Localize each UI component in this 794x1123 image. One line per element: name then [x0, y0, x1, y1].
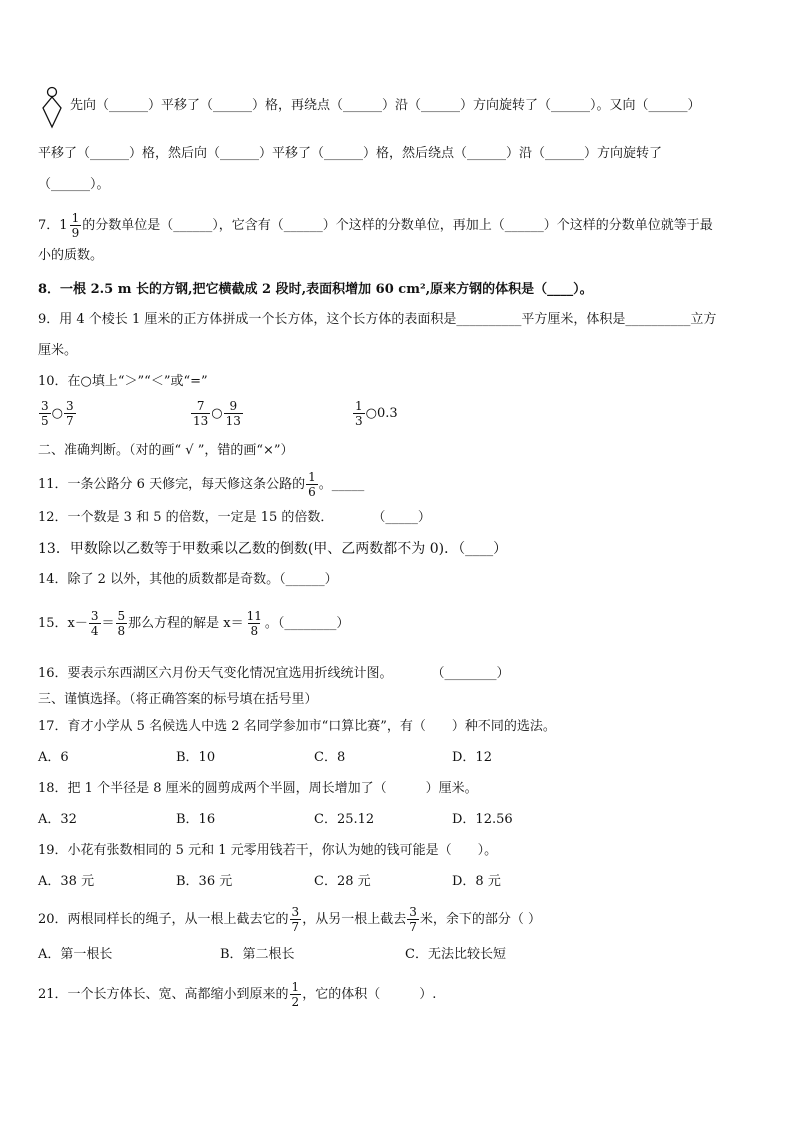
question-18: 18．把 1 个半径是 8 厘米的圆剪成两个半圆，周长增加了（ ）厘米。: [38, 781, 478, 796]
question-8: 8．一根 2.5 m 长的方钢,把它横截成 2 段时,表面积增加 60 cm²,原来方钢的体积是（____）。: [38, 282, 593, 297]
compare-item-2: 7 13 ○ 9 13: [193, 399, 241, 428]
section-3-heading: 三、谨慎选择。（将正确答案的标号填在括号里）: [38, 692, 318, 707]
question-15: 15．x－ $\frac{3}{4}$ ＝ $\frac{5}{8}$ 那么方程的解是 x＝ $\frac{11}{8}$ 。（________）: [38, 609, 350, 638]
q6-line1: 先向（______）平移了（______）格，再绕点（______）沿（______）方向旋转了（______）。又向（______）: [70, 98, 701, 113]
question-13: 13．甲数除以乙数等于甲数乘以乙数的倒数(甲、乙两数都不为 0)．（____）: [38, 541, 508, 557]
question-10: 10．在○填上“＞”“＜”或“=”: [38, 374, 208, 389]
mixed-number: 1 1 9: [59, 211, 80, 240]
question-14: 14．除了 2 以外，其他的质数都是奇数。（______）: [38, 572, 338, 587]
question-17: 17．育才小学从 5 名候选人中选 2 名同学参加市“口算比赛”，有（ ）种不同的选法。: [38, 719, 556, 734]
q20-option-b[interactable]: B．第二根长: [220, 947, 295, 962]
q18-option-b[interactable]: B．16: [176, 812, 216, 827]
q17-option-a[interactable]: A．6: [38, 750, 69, 765]
q17-option-d[interactable]: D．12: [452, 750, 492, 765]
question-9: 9．用 4 个棱长 1 厘米的正方体拼成一个长方体，这个长方体的表面积是__________平方厘米，体积是__________立方: [38, 312, 717, 327]
q7-line2: 小的质数。: [38, 248, 104, 263]
q20-option-c[interactable]: C．无法比较长短: [405, 947, 506, 962]
question-12: 12．一个数是 3 和 5 的倍数，一定是 15 的倍数． （_____）: [38, 510, 431, 525]
question-19: 19．小花有张数相同的 5 元和 1 元零用钱若干，你认为她的钱可能是（ ）。: [38, 843, 498, 858]
question-7: 7． 1 1 9 的分数单位是（______），它含有（______）个这样的分数单位，再加上（______）个这样的分数单位就等于最: [38, 211, 713, 240]
q20-option-a[interactable]: A．第一根长: [38, 947, 113, 962]
question-11: 11．一条公路分 6 天修完，每天修这条公路的 $\frac{1}{6}$ 。_____: [38, 470, 365, 499]
q19-option-b[interactable]: B．36 元: [176, 874, 233, 889]
q18-option-c[interactable]: C．25.12: [314, 812, 375, 827]
q18-option-d[interactable]: D．12.56: [452, 812, 513, 827]
section-2-heading: 二、准确判断。（对的画“ √ ”，错的画“×”）: [38, 443, 294, 458]
compare-item-3: 1 3 ○ 0.3: [355, 399, 398, 428]
q6-line3: （______）。: [38, 177, 110, 192]
compare-item-1: 3 5 ○ 3 7: [41, 399, 74, 428]
q19-option-d[interactable]: D．8 元: [452, 874, 501, 889]
q17-option-b[interactable]: B．10: [176, 750, 216, 765]
q9-line2: 厘米。: [38, 343, 78, 358]
question-20: 20．两根同样长的绳子，从一根上截去它的 $\frac{3}{7}$ ，从另一根上截去 $\frac{3}{7}$ 米，余下的部分（ ）: [38, 905, 541, 934]
q17-option-c[interactable]: C．8: [314, 750, 346, 765]
kite-shape-icon: [40, 86, 66, 130]
question-16: 16．要表示东西湖区六月份天气变化情况宜选用折线统计图。 （________）: [38, 666, 510, 681]
q19-option-a[interactable]: A．38 元: [38, 874, 95, 889]
question-21: 21．一个长方体长、宽、高都缩小到原来的 $\frac{1}{2}$ ，它的体积（ ）.: [38, 980, 437, 1009]
q6-line2: 平移了（______）格，然后向（______）平移了（______）格，然后绕点（______）沿（______）方向旋转了: [38, 146, 663, 161]
q19-option-c[interactable]: C．28 元: [314, 874, 371, 889]
q18-option-a[interactable]: A．32: [38, 812, 77, 827]
